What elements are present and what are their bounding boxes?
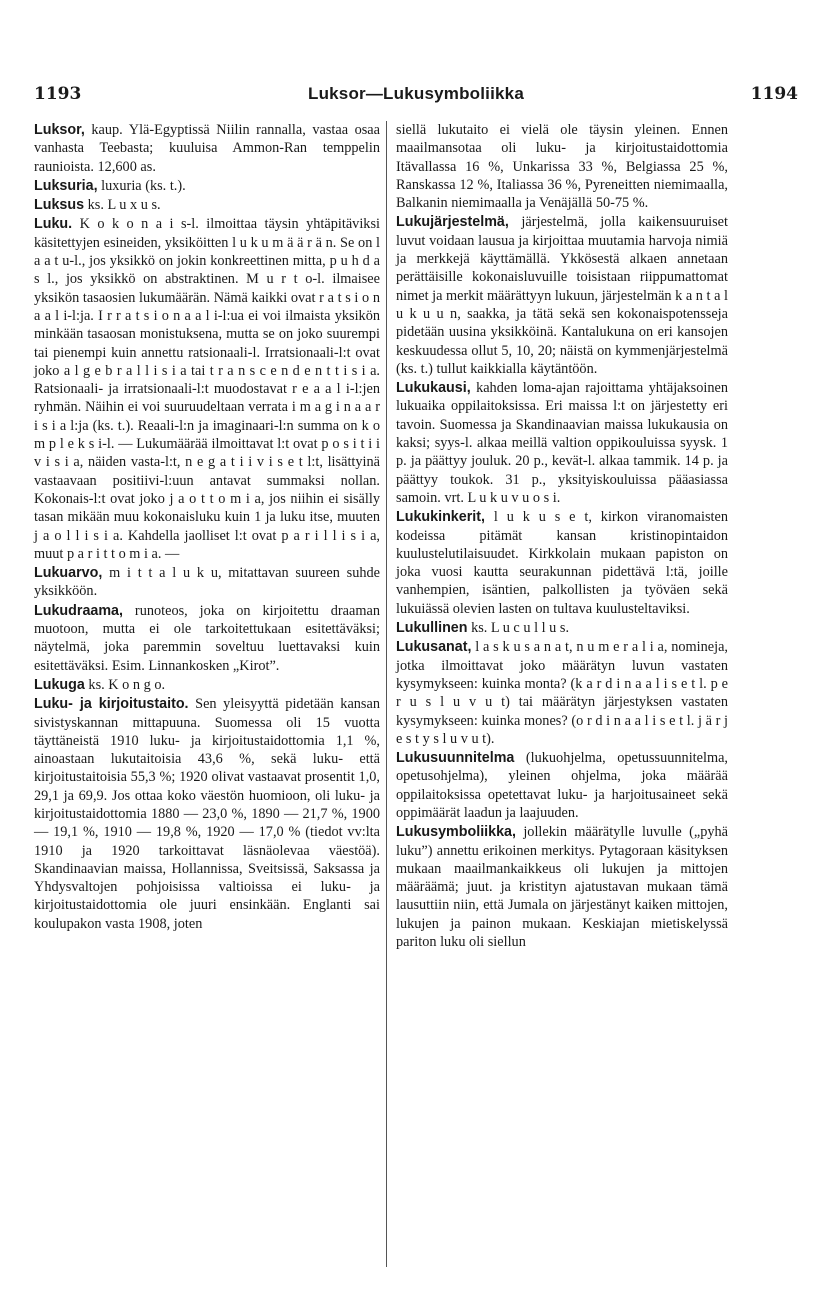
entry-text: l a s k u s a n a t, n u m e r a l i a, nomineja, jotka ilmoittavat joko määrätyn luvun vastaten kysymykseen: kuinka monta? (k a r d i n a a l i s e t l. p e r u s l u v u t) tai määrätyn järjestyksen vastaten kysymykseen: kuinka mones? (o r d i n a a l i s e t l. j ä r j e s t y s l u v u t). [396,639,728,747]
entry-text: runoteos, joka on kirjoitettu draaman muotoon, mutta ei ole tarkoitettukaan esitettäväksi; näytelmä, joka paremmin soveltuu luettavaksi kuin esitettäväksi. Esim. Linnankosken „Kirot”. [34,602,380,674]
entry-lukusanat [396,638,728,748]
entry-lukuarvo [34,564,380,601]
entry-text: kahden loma-ajan rajoittama yhtäjaksoinen lukuaika oppilaitoksissa. Eri maissa l:t on järjestetty eri tavoin. Suomessa ja Skandinaavian maissa lukukausia on kaksi; syys-l. alkaa meillä valtion oppikouluissa syysk. 1 p. ja päättyy jouluk. 20 p., kevät-l. alkaa tammik. 14 p. ja päättyy toukok. 31 p., yksityiskouluissa pääasiassa samoin. vrt. L u k u v u o s i. [396,380,728,506]
headword: Lukujärjestelmä, [396,214,509,231]
entry-luksus [34,196,380,214]
entry-lukusuunnitelma [396,749,728,822]
entry-text: jollekin määrätylle luvulle („pyhä luku”) annettu erikoinen merkitys. Pytagoraan käsityksen mukaan maailmankaikkeus oli lukujen ja mittojen määräämä; juut. ja kristityn ajatustavan mukaan tämä lausuttiin niin, että Jumala on järjestänyt kaiken mittojen, lukujen ja painon mukaan. Keskiajan mietiskelyssä pariton luku oli siellun [396,824,728,951]
headword: Luksor, [34,122,85,138]
running-title: Luksor—Lukusymboliikka [307,84,524,103]
entry-lukujarjestelma [396,213,728,378]
entry-text: kaup. Ylä-Egyptissä Niilin rannalla, vastaa osaa vanhasta Teebasta; kuuluisa Ammon-Ran temppelin raunioista. 12,600 as. [34,122,380,175]
page-number-left: 1193 [34,84,82,104]
entry-text: Sen yleisyyttä pidetään kansan sivistyskannan mittapuuna. Suomessa oli 15 vuotta täyttäneistä 1910 luku- ja kirjoitustaidottomia 1,1 %, ainoastaan lukutaitoisia 43,6 %, sekä luku- että kirjoitustaitoisia 55,3 %; 1920 olivat vastaavat prosentit 1,0, 29,1 ja 69,9. Jos ottaa koko väestön huomioon, oli luku- ja kirjoitustaidottomia 1880 — 23,0 %, 1890 — 21,7 %, 1900 — 19,1 %, 1910 — 19,8 %, 1920 — 17,0 % (tiedot vv:lta 1910 ja 1920 tarkoittavat läsnäolevaa väestöä). Skandinaavian maissa, Hollannissa, Sveitsissä, Saksassa ja Yhdysvaltojen pohjoisissa valtioissa ei luku- ja kirjoitustaidottomia ole juuri ensinkään. Englanti sai koulupakon vasta 1908, joten [34,696,380,932]
entry-luksor [34,121,380,176]
entry-text: ks. K o n g o. [84,676,166,693]
entry-continuation [396,121,728,212]
left-column [34,121,380,934]
entry-text: ks. L u c u l l u s. [467,620,570,637]
entry-text: l u k u s e t, kirkon viranomaisten kodeissa pitämät kansan kristinopintaidon kuulustelutilaisuudet. Kirkkolain mukaan papiston on joka vuosi kautta seurakunnan pidettävä l:tä, joille vanhempien, isäntien, palkollisten ja työväen sekä lukuiässä olevien lasten on tultava kuulusteltaviksi. [396,509,728,617]
entry-lukusymboliikka [396,823,728,951]
headword: Luku. [34,216,73,233]
entry-luksuria [34,177,380,195]
page-header [34,84,798,110]
entry-text: luxuria (ks. t.). [97,177,186,194]
headword: Lukullinen [396,620,468,637]
entry-text: m i t t a l u k u, mitattavan suureen suhde yksikköön. [34,565,380,600]
headword: Lukuga [34,676,85,693]
headword: Luksus [34,197,85,214]
entry-text: siellä lukutaito ei vielä ole täysin yleinen. Ennen maailmansotaa oli luku- ja kirjoitustaidottomia Itävallassa 16 %, Unkarissa 33 %, Belgiassa 25 %, Ranskassa 12 %, Italiassa 36 %, Pyreneitten niemimaalla, Balkanin niemimaalla ja Venäjällä 50-75 %. [396,122,728,212]
entry-lukudraama [34,602,380,675]
entry-luku-ja-kirjoitustaito [34,695,380,933]
headword: Lukusymboliikka, [396,824,516,841]
entry-luku [34,215,380,563]
headword: Lukukinkerit, [396,509,485,526]
headword: Lukukausi, [396,380,471,397]
right-column [396,121,728,952]
entry-lukullinen [396,619,728,637]
headword: Lukusanat, [396,639,472,656]
headword: Luksuria, [34,177,98,194]
entry-lukukinkerit [396,508,728,618]
entry-lukukausi [396,379,728,507]
page-number-right: 1194 [750,84,798,104]
headword: Lukudraama, [34,602,123,619]
entry-text: järjestelmä, jolla kaikensuuruiset luvut voidaan lausua ja kirjoittaa muutamia harvoja nimiä ja merkkejä käyttämällä. Ykkösestä alkaen annetaan perättäisille kokonaisluvuille toisistaan riippumattomat nimet ja merkit määrättyyn lukuun, järjestelmän k a n t a l u k u u n, saakka, ja tätä sekä sen kokonaispotensseja pidetään uusina yksikköinä. Kantalukuna on eri kansojen keskuudessa ollut 5, 10, 20; näistä on kymmenjärjestelmä (ks. t.) tullut kaikkialla käytäntöön. [396,214,728,377]
entry-lukuga [34,676,380,694]
headword: Lukuarvo, [34,565,103,582]
headword: Lukusuunnitelma [396,750,515,767]
entry-text: (lukuohjelma, opetussuunnitelma, opetusohjelma), yleinen ohjelma, joka määrää oppilaitoksissa opetettavat luku- ja harjoitusaineet sekä oppimäärät laadun ja laajuuden. [396,750,728,821]
entry-text: ks. L u x u s. [84,197,161,214]
headword: Luku- ja kirjoitustaito. [34,696,189,713]
column-divider [386,121,387,1267]
entry-text: K o k o n a i s-l. ilmoittaa täysin yhtäpitäviksi käsitettyjen esineiden, yksiköitten l u k u m ä ä r ä n. Se on l a a t u-l., jos yksikkö on jokin konkreettinen mitta, p u h d a s l., jos yksikkö on abstraktinen. M u r t o-l. ilmaisee yksikön tasaosien lukumäärän. Nämä kaikki ovat r a t s i o n a a l i-l:ja. I r r a t s i o n a a l i-l:ua ei voi ilmaista yksikön minkään tasaosan monistuksena, mutta se on joko suurempi tai pienempi kuin annettu ratsionaali-l. Irratsionaali-l:t ovat joko a l g e b r a l l i s i a tai t r a n s c e n d e n t t i s i a. Ratsionaali- ja irratsionaali-l:t muodostavat r e a a l i-l:jen ryhmän. Näihin ei voi suuruudeltaan verrata i m a g i n a a r i s i a l:ja (ks. t.). Reaali-l:n ja imaginaari-l:n summa on k o m p l e k s i-l. — Lukumäärää ilmoittavat l:t ovat p o s i t i i v i s i a, näiden vasta-l:t, n e g a t i i v i s e t l:t, lisättyinä vastaavaan positiivi-l:uun antavat summaksi nollan. Kokonais-l:t ovat joko j a o t t o m i a, jos niihin ei sisälly tasan mikään muu kokonaisluku kuin 1 ja luku itse, muuten j a o l l i s i a. Kahdella jaolliset l:t ovat p a r i l l i s i a, muut p a r i t t o m i a. — [34,216,380,562]
